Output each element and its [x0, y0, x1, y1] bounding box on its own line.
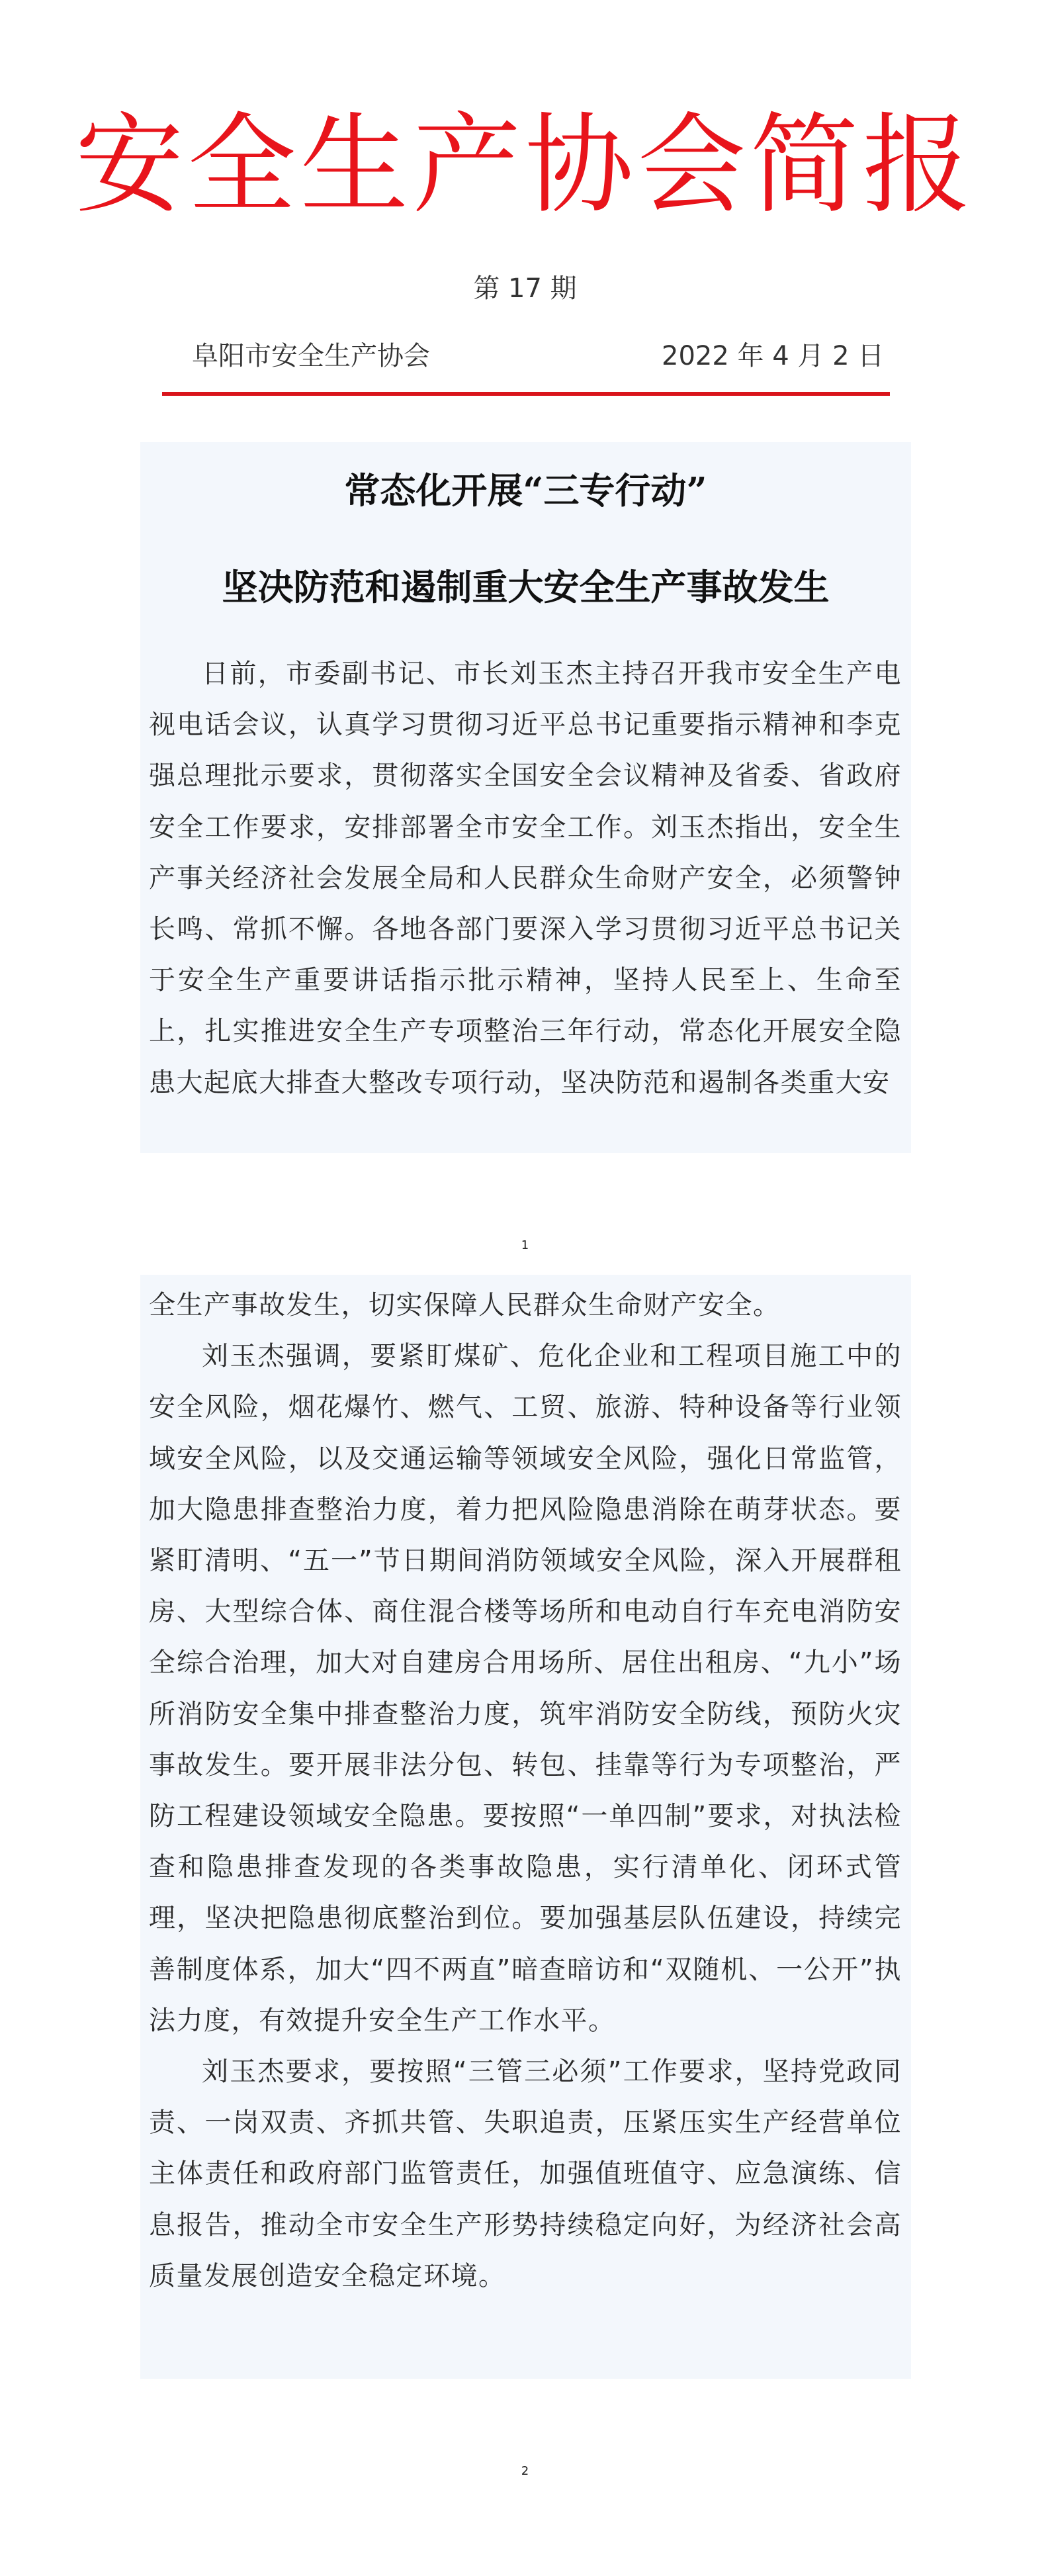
- issue-number: 第 17 期: [473, 273, 577, 304]
- article-headline-line-1: 常态化开展“三专行动”: [344, 469, 707, 512]
- article-paragraph-2: 刘玉杰强调，要紧盯煤矿、危化企业和工程项目施工中的安全风险，烟花爆竹、燃气、工贸、旅游、特种设备等行业领域安全风险，以及交通运输等领域安全风险，强化日常监管，加大隐患排查整治力度，着力把风险隐患消除在萌芽状态。要紧盯清明、“五一”节日期间消防领域安全风险，深入开展群租房、大型综合体、商住混合楼等场所和电动自行车充电消防安全综合治理，加大对自建房合用场所、居住出租房、“九小”场所消防安全集中排查整治力度，筑牢消防安全防线，预防火灾事故发生。要开展非法分包、转包、挂靠等行为专项整治，严防工程建设领域安全隐患。要按照“一单四制”要求，对执法检查和隐患排查发现的各类事故隐患，实行清单化、闭环式管理，坚决把隐患彻底整治到位。要加强基层队伍建设，持续完善制度体系，加大“四不两直”暗查暗访和“双随机、一公开”执法力度，有效提升安全生产工作水平。: [149, 1341, 902, 2036]
- article-paragraph-1-continuation: 全生产事故发生，切实保障人民群众生命财产安全。: [149, 1290, 781, 1320]
- article-paragraph-1: 日前，市委副书记、市长刘玉杰主持召开我市安全生产电视电话会议，认真学习贯彻习近平总书记重要指示精神和李克强总理批示要求，贯彻落实全国安全会议精神及省委、省政府安全工作要求，安排部署全市安全工作。刘玉杰指出，安全生产事关经济社会发展全局和人民群众生命财产安全，必须警钟长鸣、常抓不懈。各地各部门要深入学习贯彻习近平总书记关于安全生产重要讲话指示批示精神，坚持人民至上、生命至上，扎实推进安全生产专项整治三年行动，常态化开展安全隐患大起底大排查大整改专项行动，坚决防范和遏制各类重大安: [149, 659, 902, 1098]
- masthead-red-rule: [162, 392, 890, 396]
- issuing-organization: 阜阳市安全生产协会: [192, 341, 430, 371]
- page-number-1: 1: [521, 1238, 529, 1252]
- page-number-2: 2: [521, 2464, 529, 2478]
- newsletter-masthead-title: 安全生产协会简报: [75, 102, 975, 228]
- article-body-page-2: [149, 1280, 902, 2379]
- article-headline-line-2: 坚决防范和遏制重大安全生产事故发生: [222, 566, 830, 608]
- article-paragraph-3: 刘玉杰要求，要按照“三管三必须”工作要求，坚持党政同责、一岗双责、齐抓共管、失职追责，压紧压实生产经营单位主体责任和政府部门监管责任，加强值班值守、应急演练、信息报告，推动全市安全生产形势持续稳定向好，为经济社会高质量发展创造安全稳定环境。: [149, 2056, 902, 2291]
- article-body-page-1: [149, 649, 902, 1158]
- issue-date: 2022 年 4 月 2 日: [662, 341, 885, 371]
